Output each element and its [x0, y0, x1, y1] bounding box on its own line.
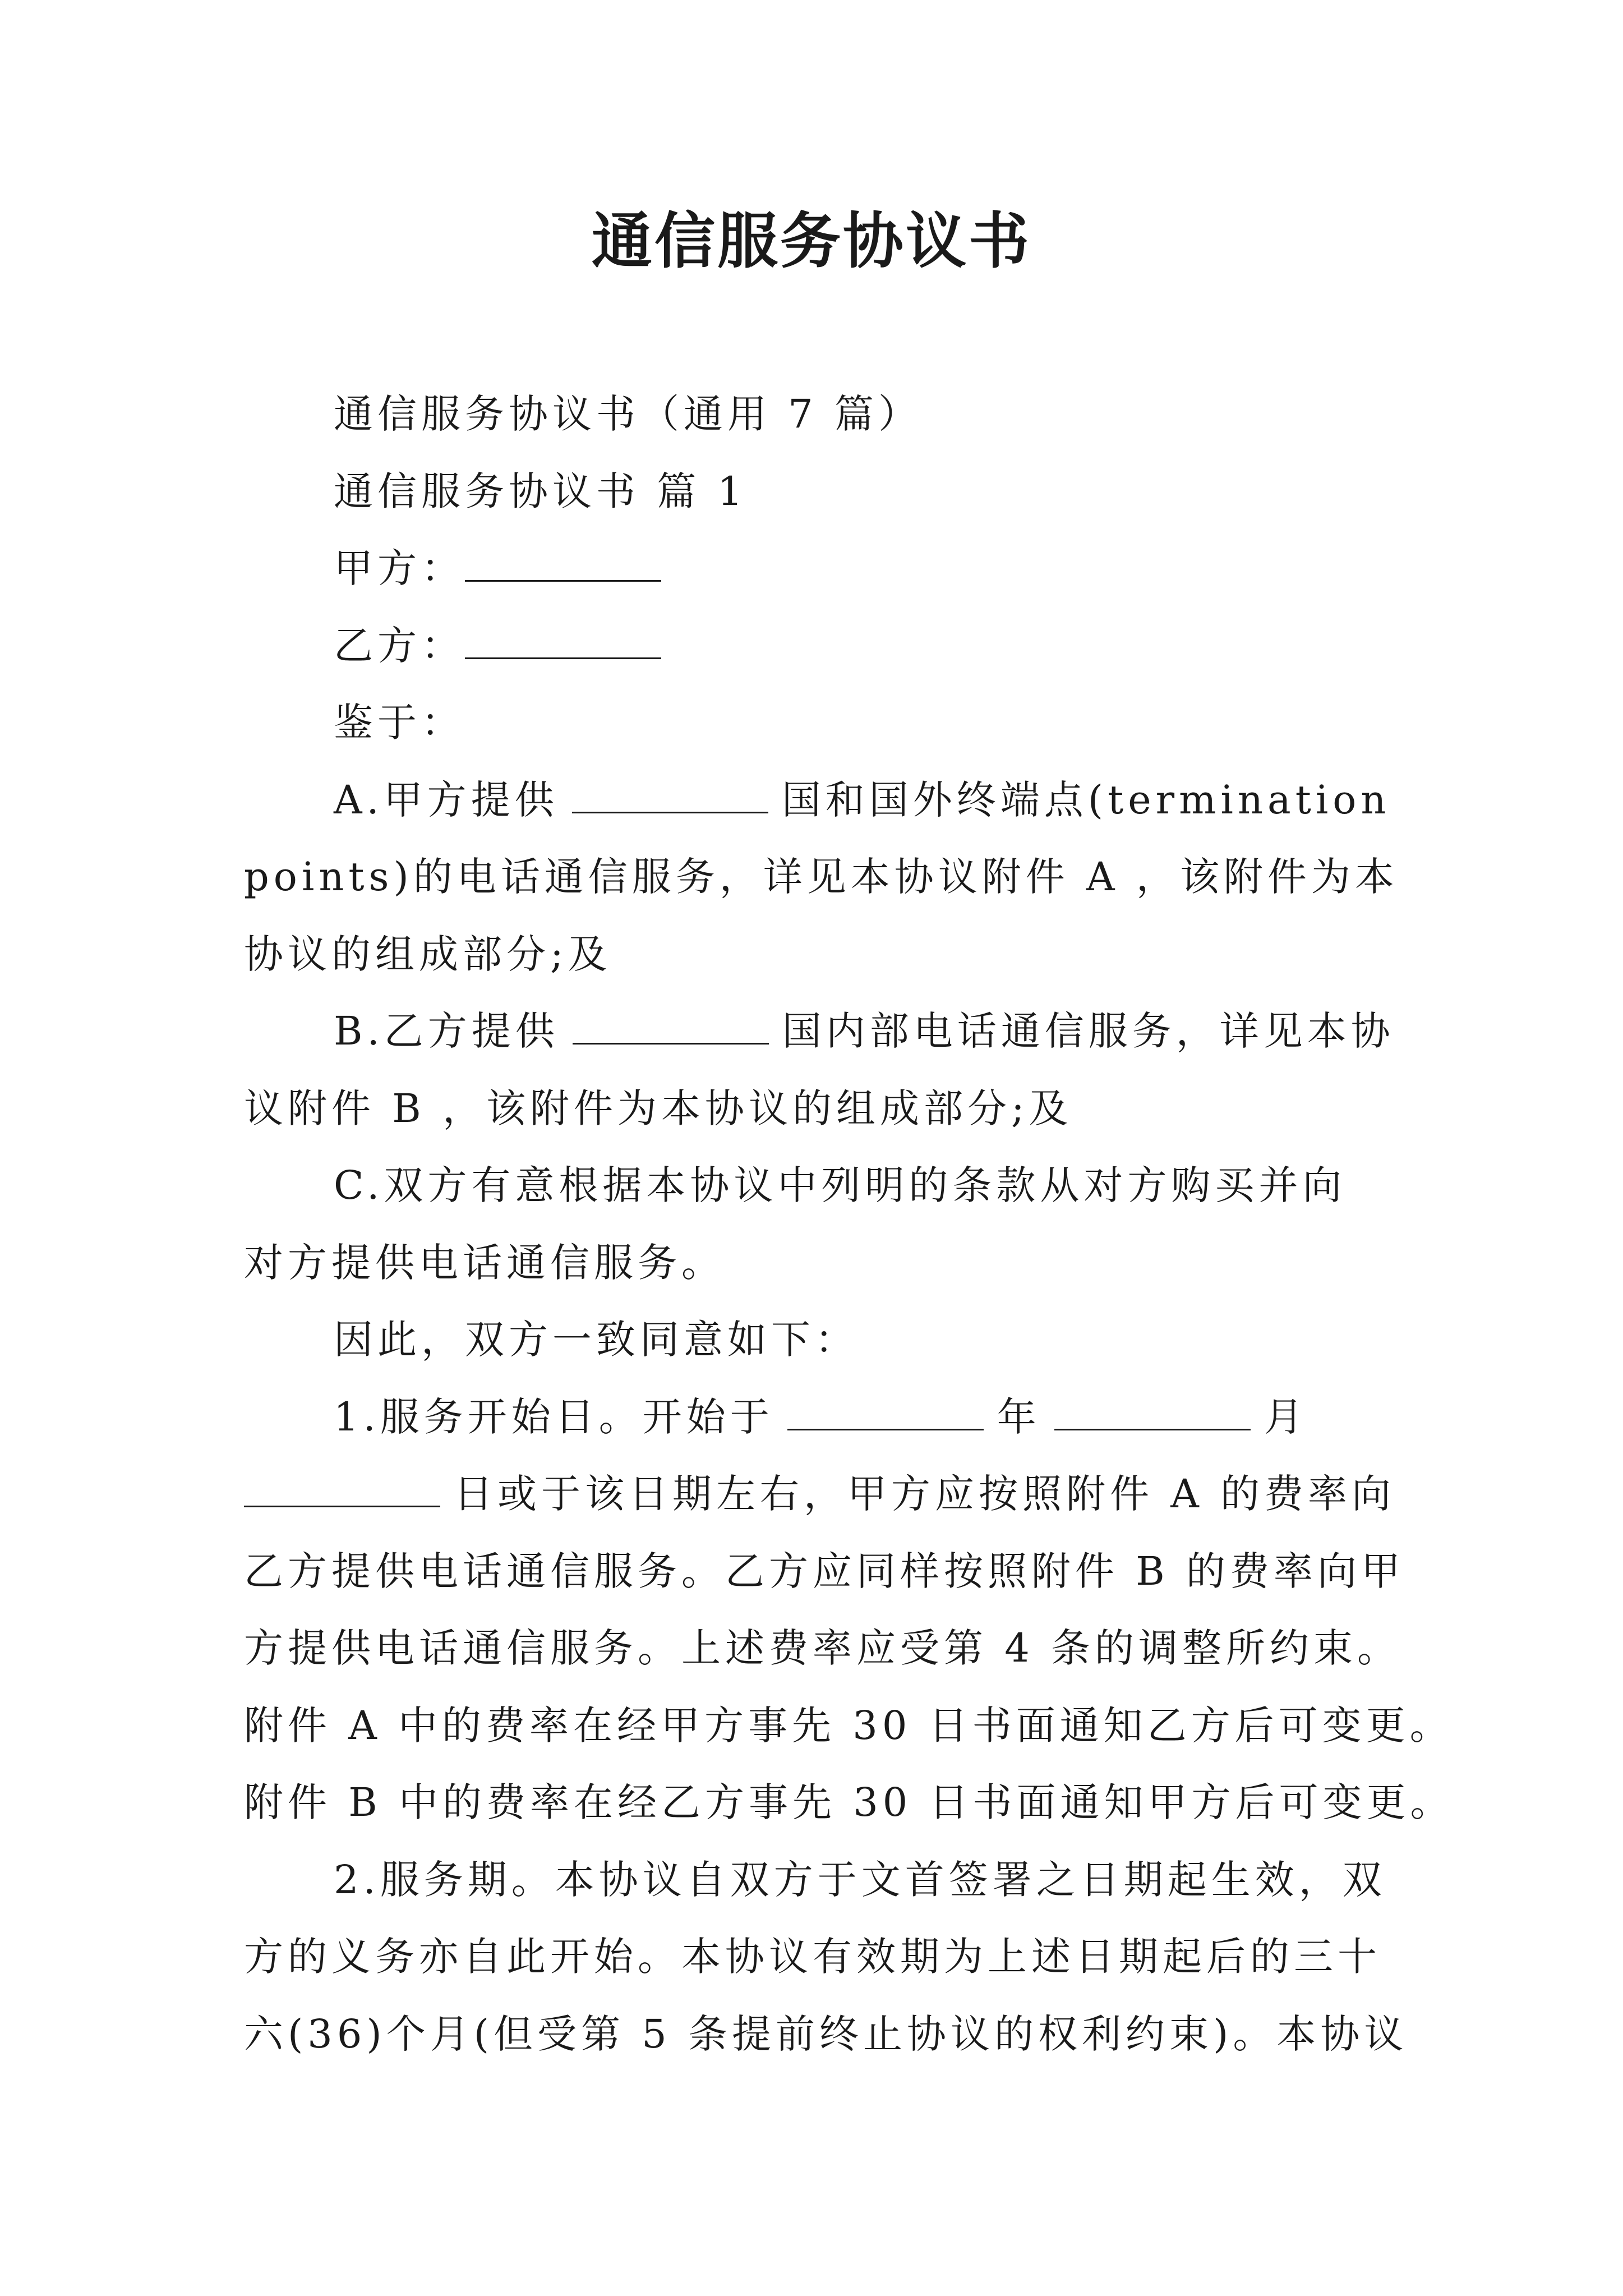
- clause-b-text-2: 国内部电话通信服务，详见本协: [782, 1008, 1395, 1054]
- clause-b-line-2: 议附件 B ，该附件为本协议的组成部分;及: [244, 1085, 1073, 1131]
- clause-1-line-5: 附件 A 中的费率在经甲方事先 30 日书面通知乙方后可变更。: [244, 1702, 1454, 1749]
- subtitle: 通信服务协议书（通用 7 篇）: [334, 391, 923, 437]
- clause-b-line-1: [244, 993, 1394, 1070]
- page-title: 通信服务协议书: [591, 206, 1031, 277]
- document-body: [244, 376, 1454, 2073]
- clause-1-line-2: [244, 1456, 1394, 1533]
- clause-1-year-label: 年: [997, 1393, 1041, 1440]
- clause-a-line-2: points)的电话通信服务，详见本协议附件 A ，该附件为本: [244, 854, 1399, 900]
- clause-a-line-1: [244, 762, 1394, 839]
- clause-1-text-2: 日或于该日期左右，甲方应按照附件 A 的费率向: [454, 1471, 1396, 1517]
- party-b-line: [244, 608, 1394, 685]
- clause-1-line-1: [244, 1379, 1394, 1456]
- clause-a-blank: [572, 778, 768, 813]
- clause-b-blank: [573, 1009, 769, 1045]
- whereas-line: 鉴于：: [334, 700, 465, 746]
- clause-1-line-4: 方提供电话通信服务。上述费率应受第 4 条的调整所约束。: [244, 1625, 1401, 1671]
- clause-a-line-3: 协议的组成部分;及: [244, 931, 612, 977]
- therefore-line: 因此，双方一致同意如下：: [334, 1317, 859, 1363]
- clause-1-month-label: 月: [1264, 1393, 1308, 1440]
- section-heading: 通信服务协议书 篇 1: [334, 468, 748, 514]
- clause-1-year-blank: [787, 1395, 984, 1430]
- clause-1-day-blank: [244, 1472, 440, 1507]
- clause-1-line-3: 乙方提供电话通信服务。乙方应同样按照附件 B 的费率向甲: [244, 1548, 1405, 1594]
- clause-1-line-6: 附件 B 中的费率在经乙方事先 30 日书面通知甲方后可变更。: [244, 1779, 1454, 1825]
- clause-2-line-3: 六(36)个月(但受第 5 条提前终止协议的权利约束)。本协议: [244, 2010, 1408, 2057]
- clause-1-month-blank: [1054, 1395, 1251, 1430]
- party-a-label: 甲方：: [334, 545, 465, 591]
- clause-c-line-2: 对方提供电话通信服务。: [244, 1239, 725, 1286]
- party-a-line: [244, 530, 1394, 608]
- party-b-blank: [465, 624, 661, 659]
- clause-2-line-1: 2.服务期。本协议自双方于文首签署之日期起生效，双: [334, 1856, 1386, 1903]
- party-b-label: 乙方：: [334, 622, 465, 669]
- party-a-blank: [465, 546, 661, 582]
- clause-a-text-2: 国和国外终端点(termination: [781, 776, 1391, 823]
- clause-1-text-1: 1.服务开始日。开始于: [334, 1393, 774, 1440]
- clause-b-text-1: B.乙方提供: [334, 1008, 559, 1054]
- clause-2-line-2: 方的义务亦自此开始。本协议有效期为上述日期起后的三十: [244, 1934, 1381, 1980]
- clause-c-line-1: C.双方有意根据本协议中列明的条款从对方购买并向: [334, 1162, 1347, 1208]
- clause-a-text-1: A.甲方提供: [334, 776, 559, 823]
